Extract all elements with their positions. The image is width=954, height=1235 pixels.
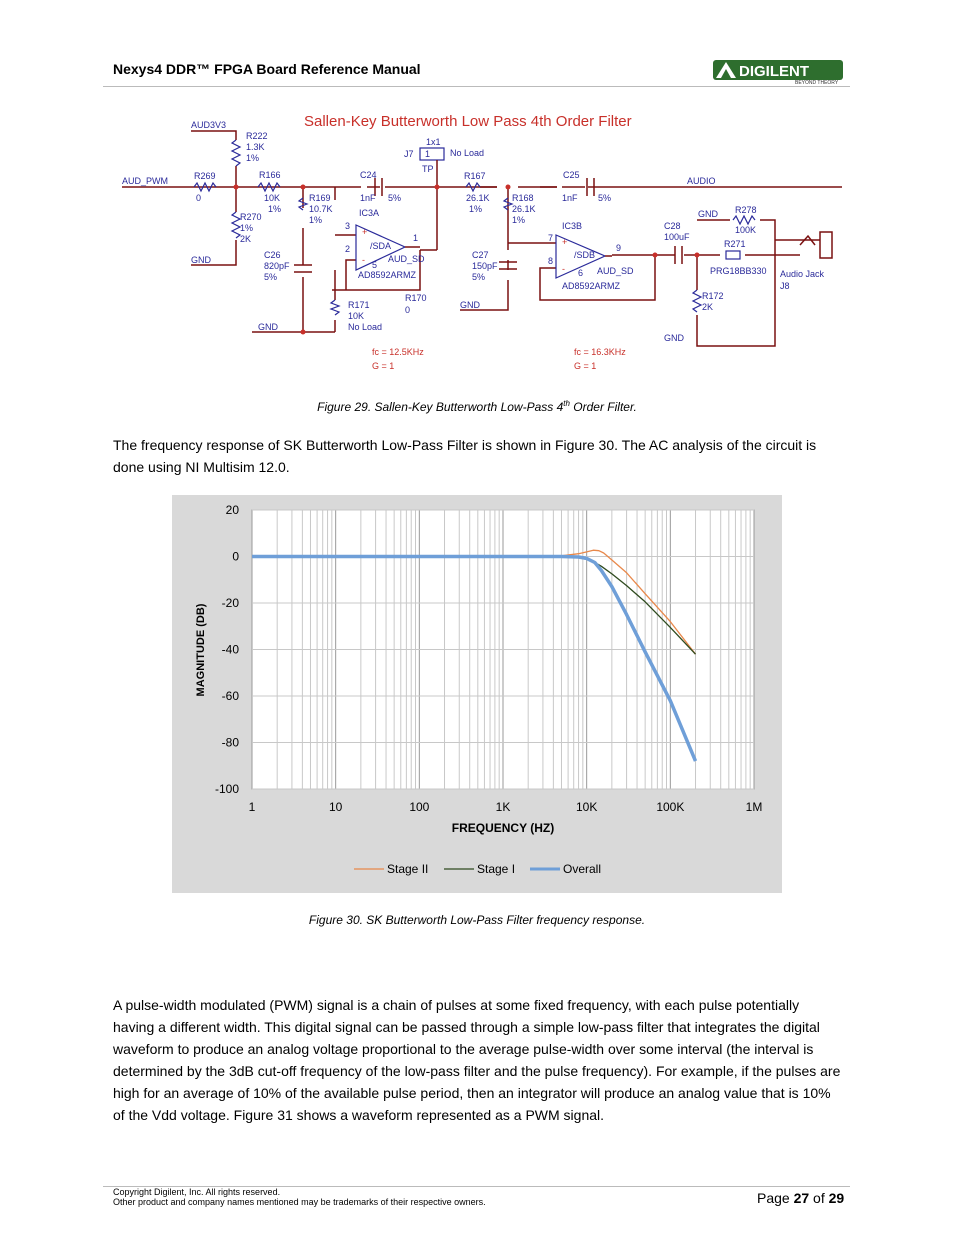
- legend-label: Stage II: [387, 862, 429, 876]
- schematic-label: 1: [413, 233, 419, 243]
- manual-title: Nexys4 DDR™ FPGA Board Reference Manual: [113, 61, 421, 77]
- x-tick-label: 1M: [745, 800, 763, 814]
- schematic-label: 26.1K: [466, 193, 490, 203]
- schematic-label: AUD_SD: [597, 266, 634, 276]
- x-tick-label: 10: [328, 800, 343, 814]
- y-tick-label: -80: [221, 735, 239, 750]
- y-tick-label: -100: [214, 782, 239, 796]
- schematic-label: R169: [309, 193, 331, 203]
- schematic-label: C25: [563, 170, 580, 180]
- schematic-label: 8: [548, 256, 554, 266]
- schematic-label: TP: [422, 164, 434, 174]
- schematic-label: AD8592ARMZ: [358, 270, 417, 280]
- schematic-label: No Load: [450, 148, 485, 158]
- schematic-label: R270: [240, 212, 262, 222]
- schematic-label: AD8592ARMZ: [562, 281, 621, 291]
- schematic-label: 7: [548, 233, 554, 243]
- schematic-label: 1%: [240, 223, 254, 233]
- schematic-label: 9: [616, 243, 622, 253]
- schematic-label: IC3B: [562, 221, 583, 231]
- schematic-label: 5: [372, 260, 378, 270]
- schematic-label: G = 1: [372, 361, 395, 371]
- schematic-label: 3: [345, 221, 351, 231]
- schematic-label: R271: [724, 239, 746, 249]
- schematic-label: R171: [348, 300, 370, 310]
- schematic-label: -: [562, 264, 565, 274]
- schematic-label: +: [562, 237, 568, 247]
- schematic-label: C24: [360, 170, 377, 180]
- schematic-label: +: [362, 227, 368, 237]
- page-number: Page 27 of 29: [757, 1190, 845, 1206]
- schematic-label: J7: [404, 149, 414, 159]
- schematic-label: 2K: [240, 234, 252, 244]
- schematic-label: 0: [196, 193, 202, 203]
- paragraph-intro: The frequency response of SK Butterworth Low-Pass Filter is shown in Figure 30. The AC analysis of the circuit is done using NI Multisim 12.0.: [113, 437, 817, 475]
- x-axis-label: FREQUENCY (HZ): [451, 821, 555, 835]
- schematic-label: 5%: [472, 272, 486, 282]
- paragraph-pwm: A pulse-width modulated (PWM) signal is a chain of pulses at some fixed frequency, with each pulse potentially having a different width. This digital signal can be passed through a simple low-pass filter that integrates the digital waveform to produce an analog voltage proportional to the average pulse-width over some interval (the interval is determined by the 3dB cut-off frequency of the low-pass filter and the pulse frequency). For example, if the pulses are high for an average of 10% of the available pulse period, then an integrator will produce an analog value that is 10% of the Vdd voltage. Figure 31 shows a waveform represented as a PWM signal.: [113, 997, 841, 1123]
- x-tick-label: 100K: [656, 800, 685, 814]
- schematic-label: /SDB: [574, 250, 596, 260]
- schematic-label: R172: [702, 291, 724, 301]
- y-tick-label: -40: [221, 642, 239, 657]
- schematic-label: No Load: [348, 322, 383, 332]
- schematic-label: 1x1: [426, 137, 441, 147]
- schematic-label: PRG18BB330: [710, 266, 767, 276]
- schematic-label: 1nF: [360, 193, 376, 203]
- y-tick-label: -20: [221, 596, 239, 610]
- schematic-label: C28: [664, 221, 681, 231]
- copyright-line: Copyright Digilent, Inc. All rights reserved.: [113, 1187, 281, 1197]
- schematic-label: 1%: [309, 215, 323, 225]
- schematic-label: R269: [194, 171, 216, 181]
- schematic-label: AUDIO: [687, 176, 716, 186]
- schematic-label: 1.3K: [246, 142, 265, 152]
- figure30-caption: Figure 30. SK Butterworth Low-Pass Filter frequency response.: [308, 913, 646, 927]
- schematic-label: GND: [258, 322, 278, 332]
- y-axis-label: MAGNITUDE (DB): [195, 603, 207, 697]
- schematic-label: C26: [264, 250, 281, 260]
- x-tick-label: 1K: [495, 800, 511, 814]
- schematic-title: Sallen-Key Butterworth Low Pass 4th Order Filter: [304, 113, 632, 130]
- legend-label: Overall: [563, 862, 602, 876]
- y-tick-label: -60: [221, 689, 239, 703]
- schematic-label: 10.7K: [309, 204, 333, 214]
- schematic-label: G = 1: [574, 361, 597, 371]
- schematic-label: Audio Jack: [780, 269, 825, 279]
- schematic-label: GND: [460, 300, 480, 310]
- schematic-label: AUD_SD: [388, 254, 425, 264]
- logo-tagline: BEYOND THEORY: [795, 80, 839, 85]
- schematic-label: -: [362, 255, 365, 265]
- schematic-label: 1%: [469, 204, 483, 214]
- schematic-label: R278: [735, 205, 757, 215]
- schematic-label: GND: [664, 333, 684, 343]
- filter-schematic: [0, 0, 954, 380]
- schematic-label: 26.1K: [512, 204, 536, 214]
- schematic-label: C27: [472, 250, 489, 260]
- schematic-label: GND: [191, 255, 211, 265]
- schematic-label: 10K: [348, 311, 365, 321]
- schematic-label: R168: [512, 193, 534, 203]
- schematic-label: 5%: [598, 193, 612, 203]
- schematic-label: 1%: [268, 204, 282, 214]
- schematic-label: 0: [405, 305, 411, 315]
- y-tick-label: 0: [232, 549, 239, 564]
- schematic-label: R166: [259, 170, 281, 180]
- schematic-label: GND: [698, 209, 718, 219]
- schematic-label: 5%: [264, 272, 278, 282]
- schematic-label: 100K: [735, 225, 757, 235]
- schematic-label: 1%: [246, 153, 260, 163]
- schematic-label: 6: [578, 268, 584, 278]
- schematic-label: AUD_PWM: [122, 176, 169, 186]
- schematic-label: 1nF: [562, 193, 578, 203]
- schematic-label: 100uF: [664, 232, 690, 242]
- y-tick-label: 20: [225, 503, 239, 517]
- schematic-label: 150pF: [472, 261, 498, 271]
- schematic-label: 5%: [388, 193, 402, 203]
- schematic-label: 2: [345, 244, 351, 254]
- schematic-label: 1%: [512, 215, 526, 225]
- schematic-label: 2K: [702, 302, 714, 312]
- x-tick-label: 100: [409, 800, 430, 814]
- logo-text: DIGILENT: [739, 63, 809, 80]
- schematic-label: /SDA: [370, 241, 392, 251]
- footer-copyright: [113, 1187, 486, 1207]
- schematic-label: R170: [405, 293, 427, 303]
- schematic-label: R222: [246, 131, 268, 141]
- figure29-caption: Figure 29. Sallen-Key Butterworth Low-Pass 4th Order Filter.: [317, 399, 637, 414]
- x-tick-label: 10K: [575, 800, 598, 814]
- x-tick-label: 1: [248, 800, 256, 814]
- legend-label: Stage I: [477, 862, 516, 876]
- schematic-label: fc = 12.5KHz: [372, 347, 424, 357]
- schematic-label: 10K: [264, 193, 281, 203]
- schematic-label: J8: [780, 281, 790, 291]
- schematic-label: IC3A: [359, 208, 380, 218]
- frequency-response-chart: [172, 495, 782, 893]
- schematic-label: R167: [464, 171, 486, 181]
- trademark-line: Other product and company names mentioned may be trademarks of their respective owners.: [113, 1197, 486, 1207]
- schematic-label: 820pF: [264, 261, 290, 271]
- schematic-label: AUD3V3: [191, 120, 227, 130]
- schematic-label: 1: [425, 149, 431, 159]
- schematic-label: fc = 16.3KHz: [574, 347, 626, 357]
